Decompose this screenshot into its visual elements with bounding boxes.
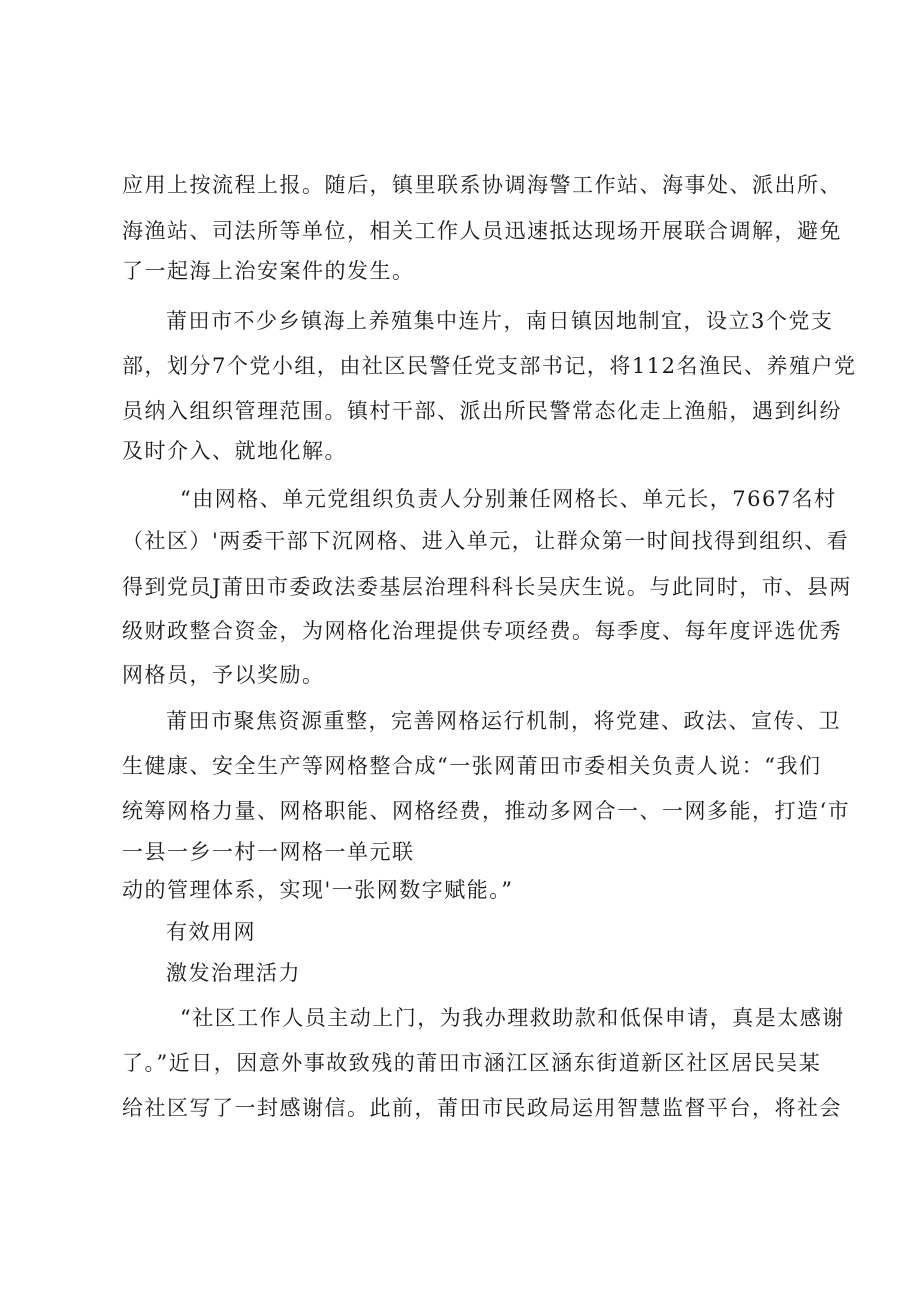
text-line: 部，划分7个党小组，由社区民警任党支部书记，将112名渔民、养殖户党 xyxy=(122,354,857,378)
paragraph-start: 莆田市聚焦资源重整，完善网格运行机制，将党建、政法、宣传、卫 xyxy=(166,709,841,733)
paragraph-start: “由网格、单元党组织负责人分别兼任网格长、单元长，7667名村 xyxy=(180,487,837,511)
text-line: 统筹网格力量、网格职能、网格经费，推动多网合一、一网多能，打造‘市 xyxy=(122,799,851,823)
paragraph-start: 莆田市不少乡镇海上养殖集中连片，南日镇因地制宜，设立3个党支 xyxy=(166,309,834,333)
text-line: 应用上按流程上报。随后，镇里联系协调海警工作站、海事处、派出所、 xyxy=(122,173,842,197)
section-subheading: 激发治理活力 xyxy=(166,961,301,985)
text-line: 了。”近日，因意外事故致残的莆田市涵江区涵东街道新区社区居民吴某 xyxy=(122,1051,822,1075)
text-line: 得到党员J莆田市委政法委基层治理科科长吴庆生说。与此同时，市、县两 xyxy=(122,575,852,599)
text-line: 级财政整合资金，为网格化治理提供专项经费。每季度、每年度评选优秀 xyxy=(122,619,842,643)
text-line: 给社区写了一封感谢信。此前，莆田市民政局运用智慧监督平台，将社会 xyxy=(122,1096,842,1120)
text-line: 网格员，予以奖励。 xyxy=(122,663,325,687)
text-line: 海渔站、司法所等单位，相关工作人员迅速抵达现场开展联合调解，避免 xyxy=(122,219,842,243)
text-line: 了一起海上治安案件的发生。 xyxy=(122,259,415,283)
text-line: （社区）'两委干部下沉网格、进入单元，让群众第一时间找得到组织、看 xyxy=(122,529,850,553)
paragraph-start: “社区工作人员主动上门，为我办理救助款和低保申请，真是太感谢 xyxy=(180,1006,845,1030)
text-line: 生健康、安全生产等网格整合成“一张网莆田市委相关负责人说：“我们 xyxy=(122,754,822,778)
text-line: 动的管理体系，实现'一张网数字赋能。” xyxy=(122,878,514,902)
text-line: 及时介入、就地化解。 xyxy=(122,439,347,463)
text-line: 员纳入组织管理范围。镇村干部、派出所民警常态化走上渔船，遇到纠纷 xyxy=(122,399,842,423)
section-heading: 有效用网 xyxy=(166,920,256,944)
text-line: 一县一乡一村一网格一单元联 xyxy=(122,840,415,864)
